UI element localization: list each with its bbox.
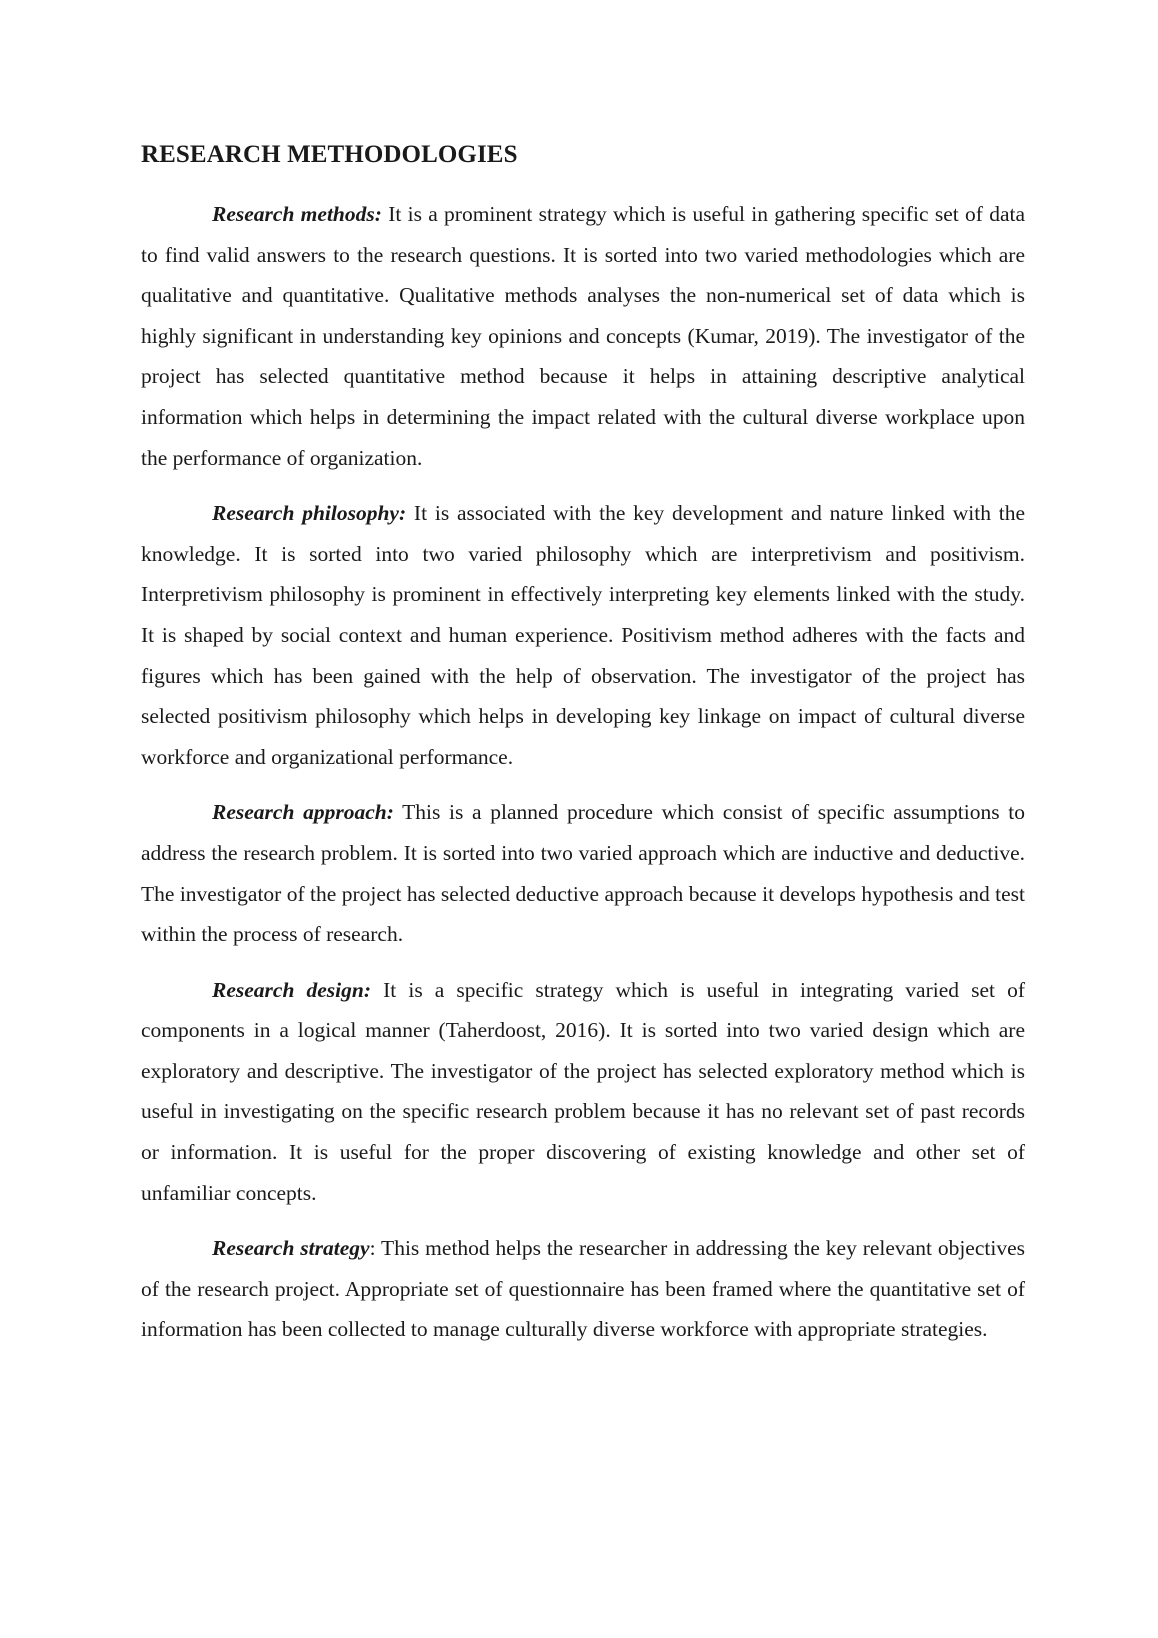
paragraph-research-strategy — [141, 1228, 1025, 1350]
paragraph-text: It is a prominent strategy which is useful in gathering specific set of data to find valid answers to the research questions. It is sorted into two varied methodologies which are qualitative and quantitative. Qualitative methods analyses the non-numerical set of data which is highly significant in understanding key opinions and concepts (Kumar, 2019). The investigator of the project has selected quantitative method because it helps in attaining descriptive analytical information which helps in determining the impact related with the cultural diverse workplace upon the performance of organization. — [141, 202, 1025, 470]
document-body — [141, 138, 1025, 1365]
term-research-philosophy: Research philosophy: — [212, 501, 407, 526]
term-research-approach: Research approach: — [212, 800, 394, 825]
paragraph-text: This method helps the researcher in addressing the key relevant objectives of the research project. Appropriate set of questionnaire has been framed where the quantitative set of information has been collected to manage culturally diverse workforce with appropriate strategies. — [141, 1236, 1025, 1342]
term-separator: : — [369, 1236, 376, 1261]
term-research-strategy: Research strategy — [212, 1236, 370, 1261]
term-research-methods: Research methods: — [212, 202, 382, 226]
paragraph-research-design — [141, 970, 1025, 1214]
term-research-design: Research design: — [212, 977, 372, 1002]
paragraph-text: It is a specific strategy which is useful in integrating varied set of components in a logical manner (Taherdoost, 2016). It is sorted into two varied design which are exploratory and descriptive. The investigator of the project has selected exploratory method which is useful in investigating on the specific research problem because it has no relevant set of past records or information. It is useful for the proper discovering of existing knowledge and other set of unfamiliar concepts. — [141, 977, 1025, 1205]
paragraph-text: It is associated with the key development and nature linked with the knowledge. It is sorted into two varied philosophy which are interpretivism and positivism. Interpretivism philosophy is prominent in effectively interpreting key elements linked with the study. It is shaped by social context and human experience. Positivism method adheres with the facts and figures which has been gained with the help of observation. The investigator of the project has selected positivism philosophy which helps in developing key linkage on impact of cultural diverse workforce and organizational performance. — [141, 501, 1025, 769]
paragraph-research-approach — [141, 792, 1025, 954]
section-heading: RESEARCH METHODOLOGIES — [141, 141, 518, 168]
paragraph-text: This is a planned procedure which consist of specific assumptions to address the research problem. It is sorted into two varied approach which are inductive and deductive. The investigator of the project has selected deductive approach because it develops hypothesis and test within the process of research. — [141, 800, 1025, 947]
paragraph-research-methods — [141, 194, 1025, 478]
paragraph-research-philosophy — [141, 493, 1025, 777]
